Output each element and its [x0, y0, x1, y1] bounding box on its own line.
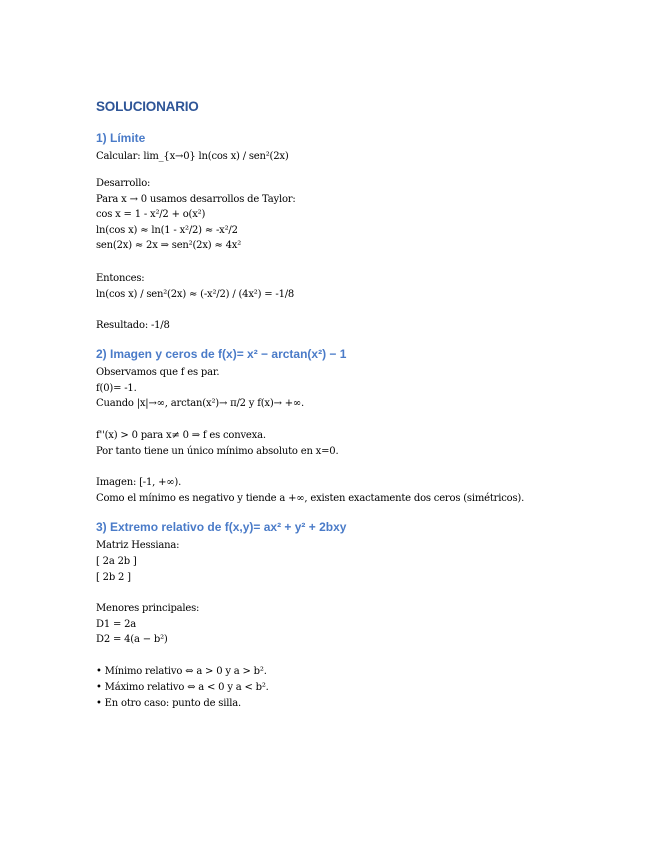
section-2-line: Imagen: [-1, +∞).	[96, 477, 182, 488]
section-2-heading: 2) Imagen y ceros de f(x)= x² − arctan(x²) − 1	[96, 347, 347, 361]
section-3-line: Menores principales:	[96, 603, 200, 614]
section-1-line: Entonces:	[96, 273, 145, 284]
bullet-item: • En otro caso: punto de silla.	[96, 698, 241, 709]
section-3-line: Matriz Hessiana:	[96, 540, 180, 551]
hessian-row: [ 2a 2b ]	[96, 556, 137, 567]
section-3-line: D1 = 2a	[96, 619, 137, 630]
section-3-heading: 3) Extremo relativo de f(x,y)= ax² + y² + 2bxy	[96, 520, 347, 534]
section-1-result: Resultado: -1/8	[96, 320, 170, 331]
document-title: SOLUCIONARIO	[96, 99, 199, 114]
section-1-line: Para x → 0 usamos desarrollos de Taylor:	[96, 194, 296, 205]
section-1-line: ln(cos x) ≈ ln(1 - x²/2) ≈ -x²/2	[96, 225, 238, 236]
section-2-line: Cuando |x|→∞, arctan(x²)→ π/2 y f(x)→ +∞.	[96, 398, 305, 409]
bullet-item: • Mínimo relativo ⇔ a > 0 y a > b².	[96, 666, 267, 677]
section-3-line: D2 = 4(a − b²)	[96, 634, 168, 645]
section-2-line: f(0)= -1.	[96, 383, 137, 394]
hessian-row: [ 2b 2 ]	[96, 572, 131, 583]
section-1-line: sen(2x) ≈ 2x ⇒ sen²(2x) ≈ 4x²	[96, 240, 242, 251]
section-2-line: f''(x) > 0 para x≠ 0 ⇒ f es convexa.	[96, 430, 266, 441]
section-1-line: cos x = 1 - x²/2 + o(x²)	[96, 209, 206, 220]
section-1-line: Desarrollo:	[96, 178, 151, 189]
section-2-line: Como el mínimo es negativo y tiende a +∞, existen exactamente dos ceros (simétricos).	[96, 493, 525, 504]
section-2-line: Observamos que f es par.	[96, 367, 220, 378]
section-2-line: Por tanto tiene un único mínimo absoluto en x=0.	[96, 446, 339, 457]
section-1-line: ln(cos x) / sen²(2x) ≈ (-x²/2) / (4x²) = -1/8	[96, 289, 295, 300]
bullet-item: • Máximo relativo ⇔ a < 0 y a < b².	[96, 682, 269, 693]
section-1-heading: 1) Límite	[96, 131, 146, 145]
section-1-line: Calcular: lim_{x→0} ln(cos x) / sen²(2x)	[96, 151, 289, 162]
